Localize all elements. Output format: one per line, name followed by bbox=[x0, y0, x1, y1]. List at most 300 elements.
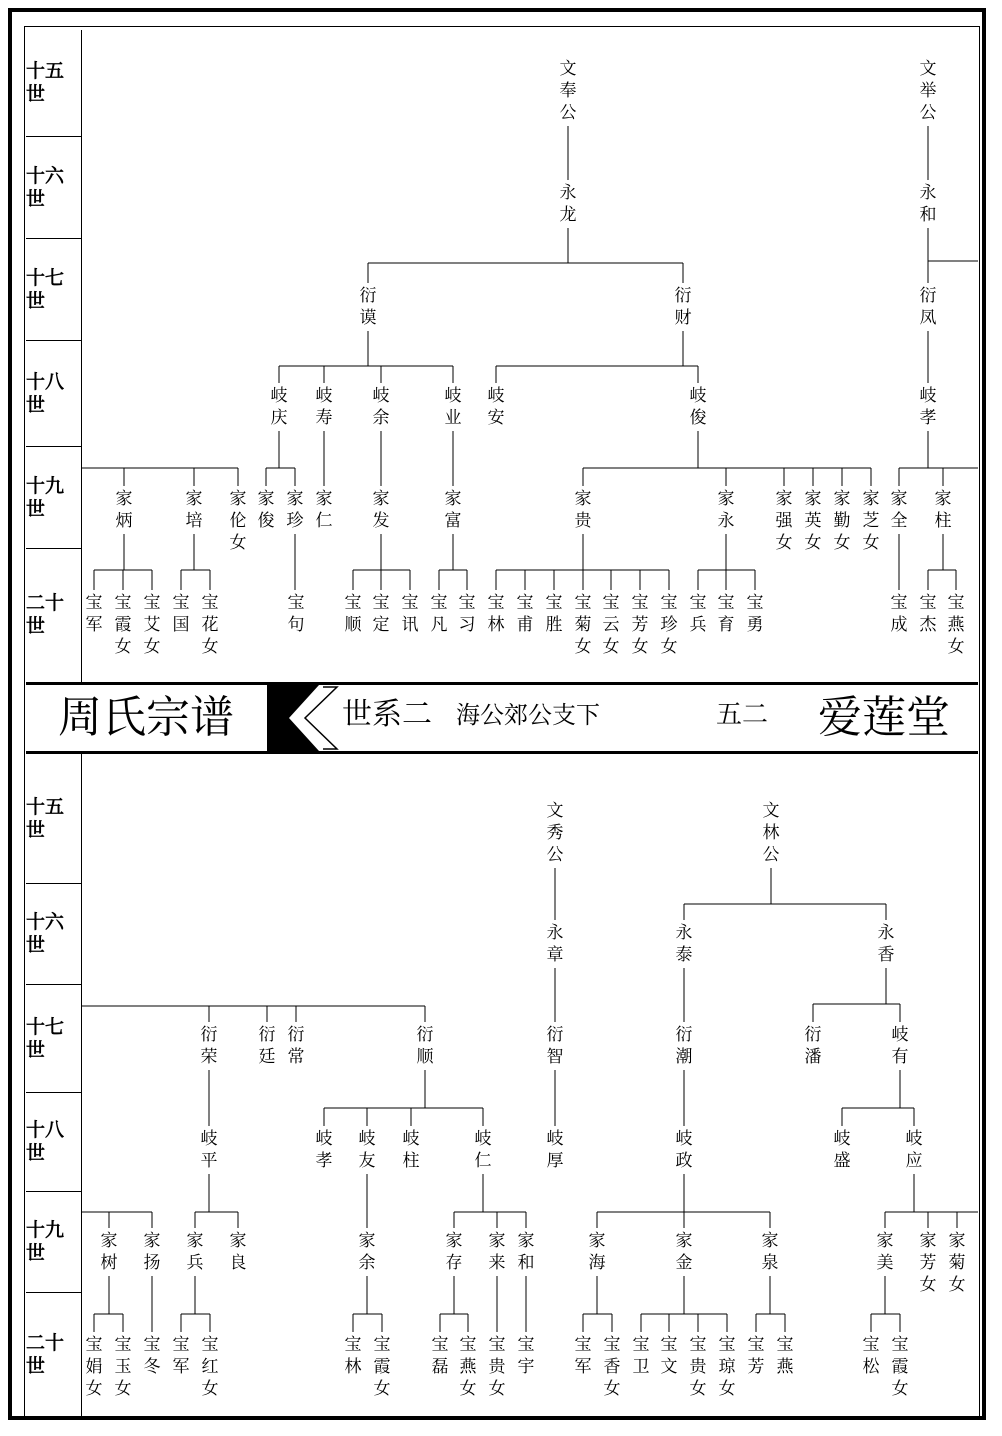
person-name bbox=[547, 923, 564, 965]
svg-text:宝: 宝 bbox=[574, 1335, 592, 1355]
person-name bbox=[920, 59, 937, 123]
person-name bbox=[920, 593, 938, 635]
svg-text:龙: 龙 bbox=[559, 205, 577, 225]
svg-text:宝: 宝 bbox=[287, 593, 305, 613]
person-name bbox=[863, 1335, 881, 1377]
svg-text:宝: 宝 bbox=[373, 1335, 391, 1355]
svg-text:女: 女 bbox=[201, 637, 219, 657]
person-name bbox=[718, 593, 735, 635]
person-name bbox=[632, 593, 649, 657]
svg-text:宝: 宝 bbox=[487, 593, 505, 613]
svg-text:孝: 孝 bbox=[919, 408, 937, 428]
svg-text:文: 文 bbox=[546, 801, 564, 821]
svg-text:孝: 孝 bbox=[315, 1151, 333, 1171]
gen-label-18: 十八世 bbox=[26, 341, 81, 447]
person-name bbox=[603, 593, 620, 657]
top-tree-diagram bbox=[26, 30, 978, 682]
svg-text:岐: 岐 bbox=[891, 1025, 909, 1045]
person-name bbox=[230, 1231, 247, 1273]
svg-text:红: 红 bbox=[201, 1357, 219, 1377]
person-name bbox=[906, 1129, 923, 1171]
person-name bbox=[560, 59, 577, 123]
person-name bbox=[316, 386, 333, 428]
svg-text:勇: 勇 bbox=[746, 615, 764, 635]
svg-text:林: 林 bbox=[344, 1357, 362, 1377]
svg-text:宝: 宝 bbox=[689, 593, 707, 613]
person-name bbox=[920, 183, 937, 225]
person-name bbox=[676, 1231, 693, 1273]
svg-text:文: 文 bbox=[660, 1357, 678, 1377]
person-name bbox=[892, 1025, 909, 1067]
svg-text:宝: 宝 bbox=[458, 593, 476, 613]
svg-text:芳: 芳 bbox=[631, 615, 649, 635]
svg-text:家: 家 bbox=[257, 489, 275, 509]
svg-text:女: 女 bbox=[459, 1379, 477, 1399]
person-name bbox=[777, 1335, 795, 1377]
svg-text:宝: 宝 bbox=[516, 593, 534, 613]
svg-text:岐: 岐 bbox=[315, 386, 333, 406]
person-name bbox=[288, 593, 305, 635]
svg-text:潮: 潮 bbox=[675, 1047, 693, 1067]
person-name bbox=[718, 489, 735, 531]
svg-text:霞: 霞 bbox=[114, 615, 132, 635]
svg-text:永: 永 bbox=[559, 183, 577, 203]
person-name bbox=[460, 1335, 478, 1399]
svg-text:燕: 燕 bbox=[947, 615, 965, 635]
genealogy-title: 周氏宗谱 bbox=[58, 692, 234, 743]
svg-text:杰: 杰 bbox=[919, 615, 937, 635]
svg-text:军: 军 bbox=[574, 1357, 592, 1377]
svg-text:俊: 俊 bbox=[689, 408, 707, 428]
person-name bbox=[475, 1129, 492, 1171]
svg-text:公: 公 bbox=[762, 845, 780, 865]
gen-label-18: 十八世 bbox=[26, 1093, 81, 1192]
gen-label-19: 十九世 bbox=[26, 1192, 81, 1293]
svg-text:宝: 宝 bbox=[890, 593, 908, 613]
person-name bbox=[115, 593, 132, 657]
svg-text:宝: 宝 bbox=[201, 1335, 219, 1355]
person-name bbox=[431, 593, 448, 635]
svg-text:岐: 岐 bbox=[833, 1129, 851, 1149]
svg-text:衍: 衍 bbox=[359, 286, 377, 306]
person-name bbox=[445, 386, 462, 428]
svg-text:贵: 贵 bbox=[574, 511, 592, 531]
svg-text:宝: 宝 bbox=[344, 1335, 362, 1355]
person-name bbox=[402, 593, 419, 635]
svg-text:炳: 炳 bbox=[115, 511, 133, 531]
person-name bbox=[144, 1231, 161, 1273]
person-name bbox=[546, 593, 563, 635]
gen-label-20: 二十世 bbox=[26, 1331, 65, 1377]
person-name bbox=[101, 1231, 118, 1273]
svg-text:良: 良 bbox=[229, 1253, 247, 1273]
svg-text:家: 家 bbox=[675, 1231, 693, 1251]
person-name bbox=[374, 1335, 391, 1399]
svg-text:家: 家 bbox=[372, 489, 390, 509]
svg-text:家: 家 bbox=[862, 489, 880, 509]
svg-text:女: 女 bbox=[804, 533, 822, 553]
svg-text:衍: 衍 bbox=[674, 286, 692, 306]
svg-text:宝: 宝 bbox=[143, 593, 161, 613]
svg-text:余: 余 bbox=[358, 1253, 376, 1273]
person-name bbox=[517, 593, 534, 635]
svg-text:女: 女 bbox=[201, 1379, 219, 1399]
person-name bbox=[892, 1335, 909, 1399]
svg-text:仁: 仁 bbox=[474, 1151, 492, 1171]
person-name bbox=[360, 286, 377, 328]
svg-text:卫: 卫 bbox=[632, 1357, 650, 1377]
gen-label-20: 二十世 bbox=[26, 592, 65, 637]
svg-text:俊: 俊 bbox=[257, 511, 275, 531]
svg-text:香: 香 bbox=[877, 945, 895, 965]
svg-text:岐: 岐 bbox=[675, 1129, 693, 1149]
svg-text:冬: 冬 bbox=[143, 1357, 161, 1377]
svg-text:宝: 宝 bbox=[401, 593, 419, 613]
person-name bbox=[920, 1231, 937, 1295]
person-name bbox=[373, 386, 390, 428]
svg-text:勤: 勤 bbox=[833, 511, 851, 531]
svg-text:寿: 寿 bbox=[315, 408, 333, 428]
svg-text:秀: 秀 bbox=[546, 823, 564, 843]
person-name bbox=[459, 593, 476, 635]
svg-text:全: 全 bbox=[890, 511, 908, 531]
person-name bbox=[633, 1335, 650, 1377]
person-name bbox=[878, 923, 895, 965]
svg-text:宝: 宝 bbox=[718, 1335, 736, 1355]
svg-text:仁: 仁 bbox=[315, 511, 333, 531]
svg-text:贵: 贵 bbox=[689, 1357, 707, 1377]
svg-text:家: 家 bbox=[100, 1231, 118, 1251]
person-name bbox=[891, 593, 908, 635]
svg-text:宝: 宝 bbox=[172, 1335, 190, 1355]
person-name bbox=[373, 593, 390, 635]
svg-text:宝: 宝 bbox=[172, 593, 190, 613]
person-name bbox=[359, 1231, 376, 1273]
svg-text:芳: 芳 bbox=[747, 1357, 765, 1377]
branch-label: 海公郊公支下 bbox=[456, 701, 600, 729]
svg-text:廷: 廷 bbox=[258, 1047, 276, 1067]
svg-text:女: 女 bbox=[114, 637, 132, 657]
bottom-tree-diagram bbox=[26, 754, 978, 1417]
person-name bbox=[489, 1231, 506, 1273]
person-name bbox=[86, 1335, 103, 1399]
svg-text:金: 金 bbox=[675, 1253, 693, 1273]
page-number: 五二 bbox=[716, 700, 769, 730]
svg-text:家: 家 bbox=[517, 1231, 535, 1251]
svg-text:安: 安 bbox=[487, 408, 505, 428]
person-name bbox=[661, 593, 678, 657]
svg-text:庆: 庆 bbox=[270, 408, 288, 428]
person-name bbox=[359, 1129, 376, 1171]
svg-text:宝: 宝 bbox=[114, 593, 132, 613]
person-name bbox=[675, 286, 692, 328]
svg-text:军: 军 bbox=[85, 615, 103, 635]
title-band bbox=[26, 682, 978, 754]
person-name bbox=[547, 1129, 564, 1171]
person-name bbox=[316, 1129, 333, 1171]
person-name bbox=[805, 489, 822, 553]
person-name bbox=[488, 593, 505, 635]
person-name bbox=[891, 489, 908, 531]
svg-text:女: 女 bbox=[229, 533, 247, 553]
svg-text:公: 公 bbox=[919, 103, 937, 123]
svg-text:永: 永 bbox=[546, 923, 564, 943]
svg-text:家: 家 bbox=[775, 489, 793, 509]
gen-label-16: 十六世 bbox=[26, 137, 81, 239]
svg-text:衍: 衍 bbox=[258, 1025, 276, 1045]
svg-text:家: 家 bbox=[229, 1231, 247, 1251]
svg-text:家: 家 bbox=[143, 1231, 161, 1251]
svg-text:顺: 顺 bbox=[344, 615, 362, 635]
svg-text:扬: 扬 bbox=[143, 1253, 161, 1273]
svg-text:家: 家 bbox=[286, 489, 304, 509]
svg-text:贵: 贵 bbox=[488, 1357, 506, 1377]
svg-text:女: 女 bbox=[488, 1379, 506, 1399]
svg-text:岐: 岐 bbox=[444, 386, 462, 406]
person-name bbox=[949, 1231, 966, 1295]
svg-text:句: 句 bbox=[287, 615, 305, 635]
person-name bbox=[863, 489, 880, 553]
svg-text:应: 应 bbox=[905, 1151, 923, 1171]
svg-text:岐: 岐 bbox=[315, 1129, 333, 1149]
person-name bbox=[201, 1025, 218, 1067]
svg-text:女: 女 bbox=[85, 1379, 103, 1399]
person-name bbox=[604, 1335, 621, 1399]
person-name bbox=[690, 386, 707, 428]
svg-text:岐: 岐 bbox=[402, 1129, 420, 1149]
person-name bbox=[417, 1025, 435, 1067]
person-name bbox=[575, 489, 593, 531]
svg-text:凤: 凤 bbox=[919, 308, 937, 328]
svg-text:宝: 宝 bbox=[947, 593, 965, 613]
svg-text:衍: 衍 bbox=[416, 1025, 434, 1045]
person-name bbox=[258, 489, 275, 531]
bottom-genealogy-panel bbox=[26, 754, 978, 1417]
svg-text:霞: 霞 bbox=[373, 1357, 391, 1377]
svg-text:奉: 奉 bbox=[559, 81, 577, 101]
svg-text:军: 军 bbox=[172, 1357, 190, 1377]
svg-text:菊: 菊 bbox=[948, 1253, 966, 1273]
svg-text:宝: 宝 bbox=[143, 1335, 161, 1355]
svg-text:家: 家 bbox=[919, 1231, 937, 1251]
svg-text:宝: 宝 bbox=[574, 593, 592, 613]
gen-label-15: 十五世 bbox=[26, 754, 81, 884]
person-name bbox=[547, 801, 564, 865]
svg-text:女: 女 bbox=[602, 637, 620, 657]
svg-text:女: 女 bbox=[143, 637, 161, 657]
person-name bbox=[747, 593, 764, 635]
svg-text:甫: 甫 bbox=[516, 615, 534, 635]
person-name bbox=[748, 1335, 765, 1377]
svg-text:宝: 宝 bbox=[430, 593, 448, 613]
person-name bbox=[186, 489, 203, 531]
person-name bbox=[287, 489, 304, 531]
svg-text:家: 家 bbox=[833, 489, 851, 509]
svg-text:花: 花 bbox=[201, 615, 219, 635]
svg-text:厚: 厚 bbox=[546, 1151, 564, 1171]
person-name bbox=[877, 1231, 894, 1273]
person-name bbox=[948, 593, 966, 657]
svg-text:习: 习 bbox=[458, 615, 476, 635]
svg-text:女: 女 bbox=[373, 1379, 391, 1399]
svg-text:家: 家 bbox=[185, 489, 203, 509]
svg-text:伦: 伦 bbox=[229, 511, 247, 531]
svg-text:来: 来 bbox=[488, 1253, 506, 1273]
svg-text:香: 香 bbox=[603, 1357, 621, 1377]
svg-text:家: 家 bbox=[488, 1231, 506, 1251]
svg-text:宝: 宝 bbox=[862, 1335, 880, 1355]
svg-text:永: 永 bbox=[675, 923, 693, 943]
svg-text:岐: 岐 bbox=[200, 1129, 218, 1149]
svg-text:霞: 霞 bbox=[891, 1357, 909, 1377]
svg-text:宝: 宝 bbox=[747, 1335, 765, 1355]
svg-text:女: 女 bbox=[114, 1379, 132, 1399]
svg-text:松: 松 bbox=[862, 1357, 880, 1377]
svg-text:政: 政 bbox=[675, 1151, 693, 1171]
svg-text:宝: 宝 bbox=[201, 593, 219, 613]
svg-text:和: 和 bbox=[919, 205, 937, 225]
svg-text:英: 英 bbox=[804, 511, 822, 531]
svg-text:岐: 岐 bbox=[905, 1129, 923, 1149]
person-name bbox=[144, 593, 161, 657]
svg-text:女: 女 bbox=[718, 1379, 736, 1399]
svg-text:永: 永 bbox=[919, 183, 937, 203]
person-name bbox=[187, 1231, 204, 1273]
svg-text:林: 林 bbox=[487, 615, 505, 635]
person-name bbox=[445, 489, 462, 531]
svg-text:公: 公 bbox=[546, 845, 564, 865]
svg-text:宝: 宝 bbox=[746, 593, 764, 613]
svg-text:家: 家 bbox=[229, 489, 247, 509]
svg-text:潘: 潘 bbox=[804, 1047, 822, 1067]
person-name bbox=[173, 593, 190, 635]
svg-text:衍: 衍 bbox=[287, 1025, 305, 1045]
svg-text:家: 家 bbox=[948, 1231, 966, 1251]
person-name bbox=[719, 1335, 737, 1399]
svg-text:培: 培 bbox=[185, 511, 203, 531]
svg-text:家: 家 bbox=[717, 489, 735, 509]
svg-text:琼: 琼 bbox=[718, 1357, 736, 1377]
svg-text:女: 女 bbox=[919, 1275, 937, 1295]
person-name bbox=[518, 1231, 535, 1273]
person-name bbox=[762, 1231, 779, 1273]
svg-text:珍: 珍 bbox=[660, 615, 678, 635]
svg-text:智: 智 bbox=[546, 1047, 564, 1067]
svg-text:凡: 凡 bbox=[430, 615, 448, 635]
svg-text:宝: 宝 bbox=[603, 1335, 621, 1355]
svg-text:芳: 芳 bbox=[919, 1253, 937, 1273]
svg-text:友: 友 bbox=[358, 1151, 376, 1171]
svg-text:平: 平 bbox=[200, 1151, 218, 1171]
svg-text:泉: 泉 bbox=[761, 1253, 779, 1273]
svg-text:家: 家 bbox=[444, 489, 462, 509]
person-name bbox=[935, 489, 952, 531]
person-name bbox=[676, 1025, 693, 1067]
person-name bbox=[116, 489, 133, 531]
person-name bbox=[690, 1335, 708, 1399]
svg-text:章: 章 bbox=[546, 945, 564, 965]
svg-text:兵: 兵 bbox=[689, 615, 707, 635]
svg-text:宝: 宝 bbox=[431, 1335, 449, 1355]
svg-text:宝: 宝 bbox=[372, 593, 390, 613]
person-name bbox=[446, 1231, 463, 1273]
svg-text:常: 常 bbox=[287, 1047, 305, 1067]
person-name bbox=[676, 1129, 693, 1171]
svg-text:宝: 宝 bbox=[717, 593, 735, 613]
svg-text:家: 家 bbox=[574, 489, 592, 509]
person-name bbox=[575, 1335, 592, 1377]
svg-text:宝: 宝 bbox=[660, 593, 678, 613]
svg-text:永: 永 bbox=[717, 511, 735, 531]
svg-text:宝: 宝 bbox=[660, 1335, 678, 1355]
gen-label-16: 十六世 bbox=[26, 884, 81, 985]
svg-text:富: 富 bbox=[444, 511, 462, 531]
svg-text:岐: 岐 bbox=[689, 386, 707, 406]
person-name bbox=[560, 183, 577, 225]
svg-text:衍: 衍 bbox=[675, 1025, 693, 1045]
svg-text:公: 公 bbox=[559, 103, 577, 123]
svg-text:女: 女 bbox=[862, 533, 880, 553]
svg-text:岐: 岐 bbox=[358, 1129, 376, 1149]
person-name bbox=[230, 489, 247, 553]
svg-text:家: 家 bbox=[358, 1231, 376, 1251]
svg-text:宝: 宝 bbox=[459, 1335, 477, 1355]
svg-text:美: 美 bbox=[876, 1253, 894, 1273]
person-name bbox=[920, 286, 937, 328]
person-name bbox=[834, 489, 851, 553]
svg-text:文: 文 bbox=[559, 59, 577, 79]
svg-text:发: 发 bbox=[372, 511, 390, 531]
gen-label-17: 十七世 bbox=[26, 239, 81, 341]
person-name bbox=[86, 593, 103, 635]
svg-text:讯: 讯 bbox=[401, 615, 419, 635]
svg-text:岐: 岐 bbox=[474, 1129, 492, 1149]
svg-text:文: 文 bbox=[762, 801, 780, 821]
svg-text:女: 女 bbox=[947, 637, 965, 657]
person-name bbox=[518, 1335, 535, 1377]
svg-text:宝: 宝 bbox=[85, 1335, 103, 1355]
person-name bbox=[202, 1335, 219, 1399]
svg-text:宝: 宝 bbox=[114, 1335, 132, 1355]
svg-text:宝: 宝 bbox=[545, 593, 563, 613]
person-name bbox=[373, 489, 390, 531]
svg-text:云: 云 bbox=[602, 615, 620, 635]
svg-text:家: 家 bbox=[804, 489, 822, 509]
svg-text:宝: 宝 bbox=[689, 1335, 707, 1355]
svg-text:文: 文 bbox=[919, 59, 937, 79]
svg-text:艾: 艾 bbox=[143, 615, 161, 635]
svg-text:岐: 岐 bbox=[372, 386, 390, 406]
svg-text:燕: 燕 bbox=[459, 1357, 477, 1377]
person-name bbox=[776, 489, 794, 553]
svg-text:宝: 宝 bbox=[85, 593, 103, 613]
svg-text:宝: 宝 bbox=[776, 1335, 794, 1355]
gen-label-15: 十五世 bbox=[26, 30, 81, 137]
svg-text:珍: 珍 bbox=[286, 511, 304, 531]
person-name bbox=[690, 593, 707, 635]
svg-text:磊: 磊 bbox=[431, 1357, 449, 1377]
svg-text:宝: 宝 bbox=[632, 1335, 650, 1355]
svg-text:育: 育 bbox=[717, 615, 735, 635]
svg-text:衍: 衍 bbox=[919, 286, 937, 306]
person-name bbox=[259, 1025, 276, 1067]
svg-text:林: 林 bbox=[762, 823, 780, 843]
top-genealogy-panel bbox=[26, 30, 978, 682]
person-name bbox=[403, 1129, 420, 1171]
svg-text:有: 有 bbox=[891, 1047, 909, 1067]
svg-text:泰: 泰 bbox=[675, 945, 693, 965]
person-name bbox=[661, 1335, 678, 1377]
